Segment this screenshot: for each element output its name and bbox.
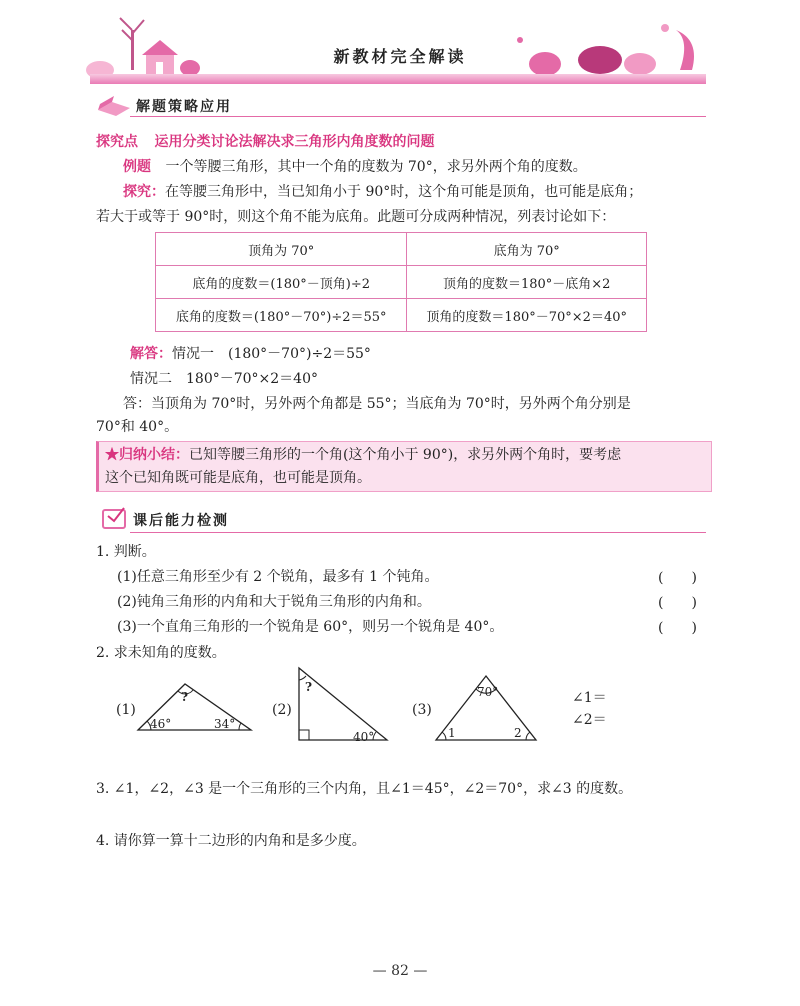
header-title: 新教材完全解读 [333,47,467,66]
fig2-angle-unknown: ? [305,680,313,694]
summary-label: ★归纳小结： [105,447,189,463]
fig1-angle-46: 46° [150,717,172,731]
answer-parens[interactable]: ( ) [658,595,697,611]
header-band [90,74,706,84]
answer-conclusion-2: 70°和 40°。 [96,419,179,435]
explore-line-2: 若大于或等于 90°时，则这个角不能为底角。此题可分成两种情况，列表讨论如下： [96,209,616,225]
notebook-icon [100,506,130,530]
fig-answer-1: ∠1＝ [572,690,607,706]
example-line [123,155,587,179]
summary-box [96,441,712,492]
q1-item-3: (3)一个直角三角形的一个锐角是 60°，则另一个锐角是 40°。 [117,619,504,635]
answer-parens[interactable]: ( ) [658,620,697,636]
fig3-label: (3) [412,702,432,718]
summary-line-2: 这个已知角既可能是底角，也可能是顶角。 [105,470,371,486]
fig-answer-2: ∠2＝ [572,712,607,728]
fig1-angle-unknown: ? [181,690,189,704]
section-title-check: 课后能力检测 [133,513,229,529]
explore-line-1 [123,180,642,204]
discussion-table [155,232,647,332]
question-3: 3. ∠1，∠2，∠3 是一个三角形的三个内角，且∠1＝45°，∠2＝70°，求∠3 的度数。 [96,781,633,797]
fig3-angle-70: 70° [477,685,499,699]
example-text: 一个等腰三角形，其中一个角的度数为 70°，求另外两个角的度数。 [165,159,587,175]
explore-label: 探究： [123,184,165,200]
topic-label: 探究点 [96,134,138,150]
section-title-strategy: 解题策略应用 [136,99,232,115]
table-header-cell: 顶角为 70° [156,233,407,266]
example-label: 例题 [123,159,151,175]
topic-line [96,130,434,154]
page-number: — 82 — [372,963,428,979]
table-row [156,299,647,332]
topic-text: 运用分类讨论法解决求三角形内角度数的问题 [154,134,435,150]
question-1: 1. 判断。 [96,544,156,560]
answer-case-1 [130,342,371,366]
table-cell: 顶角的度数＝180°－底角×2 [407,266,647,299]
fig2-label: (2) [272,702,292,718]
answer-label: 解答： [130,346,172,362]
fig1-angle-34: 34° [214,717,236,731]
table-cell: 底角的度数＝(180°－顶角)÷2 [156,266,407,299]
answer-case-2: 情况二 180°－70°×2＝40° [130,371,318,387]
explore-text-1: 在等腰三角形中，当已知角小于 90°时，这个角可能是顶角，也可能是底角； [165,184,643,200]
table-cell: 底角的度数＝(180°－70°)÷2＝55° [156,299,407,332]
fig1-label: (1) [116,702,136,718]
table-cell: 顶角的度数＝180°－70°×2＝40° [407,299,647,332]
question-2: 2. 求未知角的度数。 [96,645,226,661]
table-header-row [156,233,647,266]
fig3-angle-1: 1 [448,726,456,740]
fig2-angle-40: 40° [353,730,375,744]
q1-item-1: (1)任意三角形至少有 2 个锐角，最多有 1 个钝角。 [117,569,439,585]
answer-parens[interactable]: ( ) [658,570,697,586]
answer-case1-text: 情况一 (180°－70°)÷2＝55° [172,346,371,362]
triangle-figure-2 [295,664,391,744]
answer-conclusion-1: 答：当顶角为 70°时，另外两个角都是 55°；当底角为 70°时，另外两个角分别是 [123,396,631,412]
q1-item-2: (2)钝角三角形的内角和大于锐角三角形的内角和。 [117,594,431,610]
section-divider [130,116,706,117]
table-header-cell: 底角为 70° [407,233,647,266]
summary-line-1: 已知等腰三角形的一个角(这个角小于 90°)，求另外两个角时，要考虑 [189,447,622,463]
section-divider [130,532,706,533]
question-4: 4. 请你算一算十二边形的内角和是多少度。 [96,833,366,849]
book-icon [96,94,132,116]
fig3-angle-2: 2 [514,726,522,740]
table-row [156,266,647,299]
